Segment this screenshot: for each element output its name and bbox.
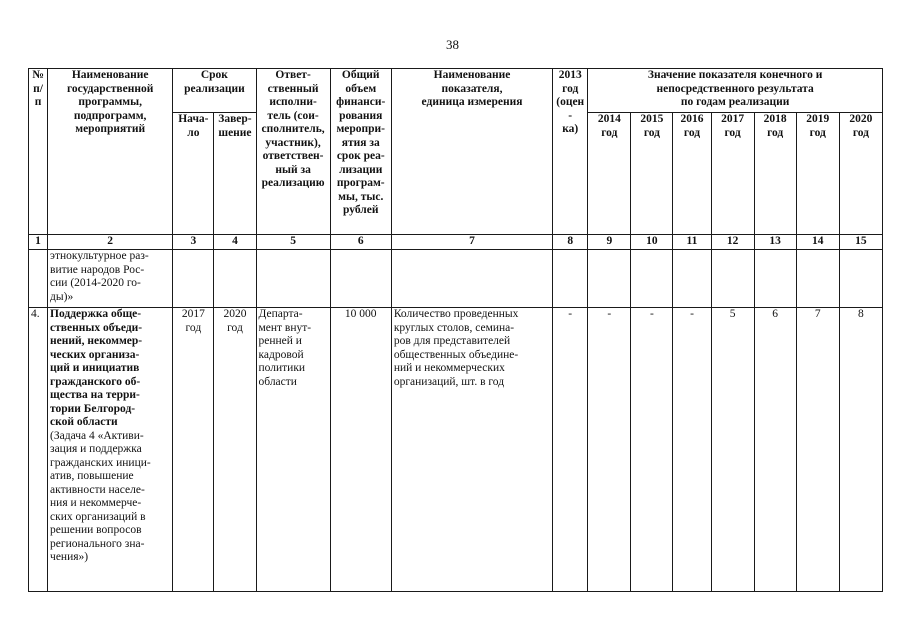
cell-empty	[391, 250, 552, 308]
column-number: 2	[48, 235, 173, 250]
header-program-name: Наименование государственной программы, подпрограмм, мероприятий	[48, 69, 173, 235]
responsible-executor: Департа- мент внут- ренней и кадровой политики области	[256, 308, 330, 592]
header-year-2016: 2016 год	[673, 113, 711, 235]
column-number: 3	[173, 235, 214, 250]
header-year-2020: 2020 год	[839, 113, 882, 235]
start-year: 2017 год	[173, 308, 214, 592]
column-number: 12	[711, 235, 754, 250]
header-year-2015: 2015 год	[631, 113, 673, 235]
value-2013: -	[553, 308, 588, 592]
end-year: 2020 год	[214, 308, 256, 592]
indicator-name: Количество проведенных круглых столов, семина- ров для представителей общественных объедине- ний и некоммерческих организаций, шт. в год	[391, 308, 552, 592]
cell-empty	[214, 250, 256, 308]
program-table	[28, 68, 883, 592]
header-2013: 2013 год (оцен- ка)	[553, 69, 588, 235]
column-number: 10	[631, 235, 673, 250]
header-row-1	[29, 69, 883, 113]
column-number: 8	[553, 235, 588, 250]
header-number: № п/п	[29, 69, 48, 235]
funding-amount: 10 000	[330, 308, 391, 592]
column-number: 7	[391, 235, 552, 250]
cell-empty	[839, 250, 882, 308]
header-year-2018: 2018 год	[754, 113, 796, 235]
table-row-4	[29, 308, 883, 592]
column-number: 11	[673, 235, 711, 250]
header-funding: Общий объем финанси- рования меропри- ятия за срок реа- лизации програм- мы, тыс. рублей	[330, 69, 391, 235]
header-year-2019: 2019 год	[796, 113, 839, 235]
program-name-cell	[48, 308, 173, 592]
header-responsible: Ответ- ственный исполни- тель (сои- сполнитель, участник), ответствен- ный за реализацию	[256, 69, 330, 235]
value-2017: 5	[711, 308, 754, 592]
column-number: 15	[839, 235, 882, 250]
header-end: Завер- шение	[214, 113, 256, 235]
header-year-2017: 2017 год	[711, 113, 754, 235]
column-number: 13	[754, 235, 796, 250]
program-name-title: Поддержка обще- ственных объеди- нений, некоммер- ческих организа- ций и инициатив гражданского об- щества на терри- тории Белгород- ской области	[50, 308, 143, 428]
column-number: 14	[796, 235, 839, 250]
column-number: 4	[214, 235, 256, 250]
cell-empty	[553, 250, 588, 308]
cell-empty	[754, 250, 796, 308]
cell-empty	[796, 250, 839, 308]
header-start: Нача- ло	[173, 113, 214, 235]
cell-empty	[173, 250, 214, 308]
program-name-task: (Задача 4 «Активи- зация и поддержка гражданских иници- атив, повышение активности населе- ния и некоммерче- ских организаций в решении вопросов регионального зна- чения»)	[50, 429, 151, 563]
value-2016: -	[673, 308, 711, 592]
cell-empty	[29, 250, 48, 308]
value-2019: 7	[796, 308, 839, 592]
value-2015: -	[631, 308, 673, 592]
column-number: 1	[29, 235, 48, 250]
header-values-by-year: Значение показателя конечного и непосредственного результата по годам реализации	[588, 69, 883, 113]
header-indicator: Наименование показателя, единица измерения	[391, 69, 552, 235]
header-year-2014: 2014 год	[588, 113, 631, 235]
cell-empty	[588, 250, 631, 308]
column-number: 5	[256, 235, 330, 250]
cell-empty	[673, 250, 711, 308]
row-number: 4.	[29, 308, 48, 592]
page-number: 38	[446, 37, 459, 52]
continuation-program-name: этнокультурное раз- витие народов Рос- сии (2014-2020 го- ды)»	[48, 250, 173, 308]
value-2014: -	[588, 308, 631, 592]
value-2018: 6	[754, 308, 796, 592]
column-number: 9	[588, 235, 631, 250]
cell-empty	[711, 250, 754, 308]
column-number: 6	[330, 235, 391, 250]
cell-empty	[330, 250, 391, 308]
value-2020: 8	[839, 308, 882, 592]
cell-empty	[631, 250, 673, 308]
header-period: Срок реализации	[173, 69, 256, 113]
cell-empty	[256, 250, 330, 308]
continuation-row	[29, 250, 883, 308]
column-number-row	[29, 235, 883, 250]
